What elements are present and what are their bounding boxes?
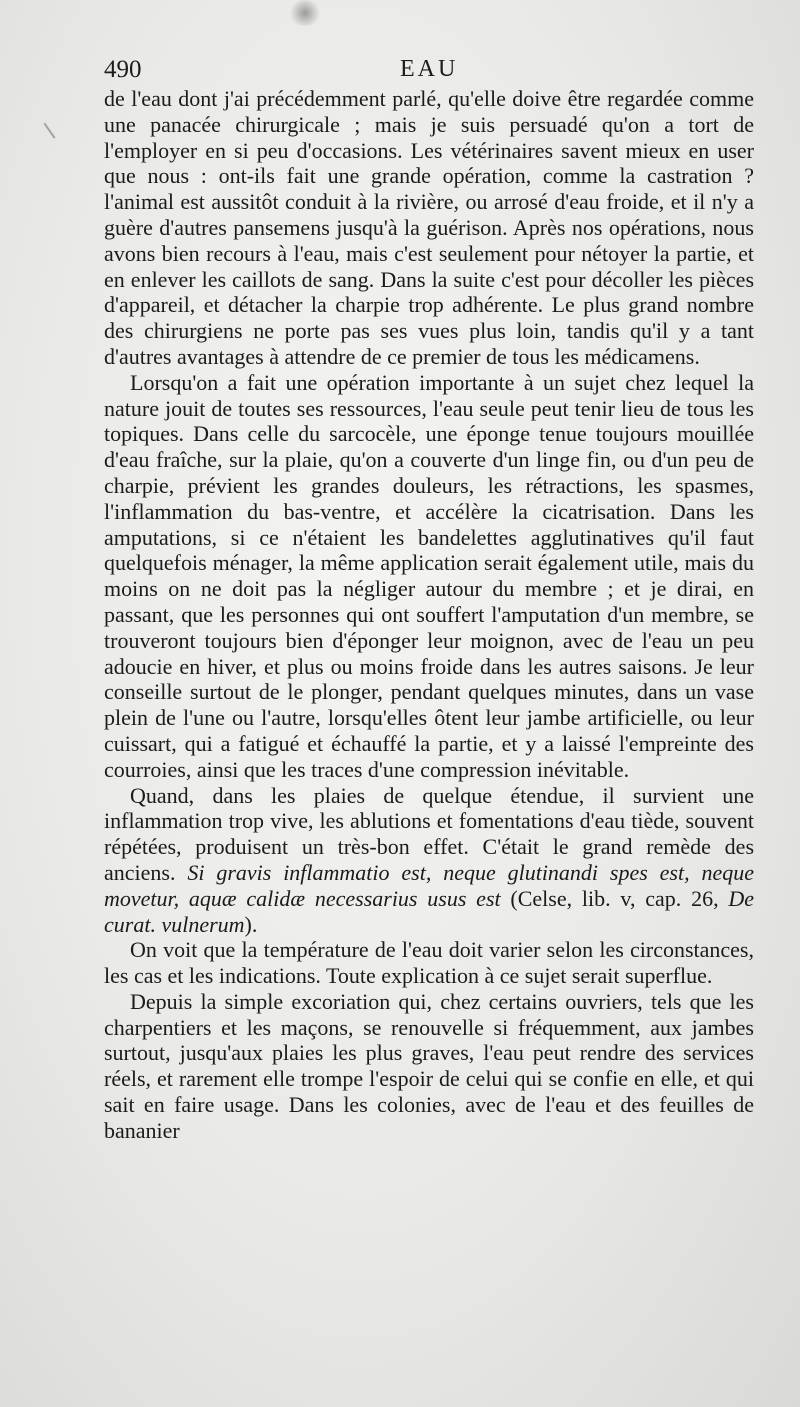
page-number: 490 [104, 56, 142, 83]
paragraph-text: Quand, dans les plaies de quelque étendue, il survient une inflammation trop vive, les ablutions et fomentations d'eau tiède, souvent répétées, produisent un très-bon effet. C'était le grand remède des anciens. [104, 782, 754, 885]
body-text [104, 86, 754, 1144]
latin-quote: Si gravis inflammatio est, neque glutinandi spes est, neque movetur, aquæ calidæ necessarius usus est [104, 859, 754, 911]
citation-text: (Celse, lib. v, cap. 26, [500, 885, 729, 911]
citation-source: De curat. vulnerum [104, 885, 755, 937]
paragraph-continued: de l'eau dont j'ai précédemment parlé, qu'elle doive être regardée comme une panacée chirurgicale ; mais je suis persuadé qu'on a tort de l'employer en si peu d'occasions. Les vétérinaires savent mieux en user que nous : ont-ils fait une grande opération, comme la castration ? l'animal est aussitôt conduit à la rivière, ou arrosé d'eau froide, et il n'y a guère d'autres pansemens jusqu'à la guérison. Après nos opérations, nous avons bien recours à l'eau, mais c'est seulement pour nétoyer la partie, et en enlever les caillots de sang. Dans la suite c'est pour décoller les pièces d'appareil, et détacher la charpie trop adhérente. Le plus grand nombre des chirurgiens ne porte pas ses vues plus loin, tandis qu'il y a tant d'autres avantages à attendre de ce premier de tous les médicamens. [104, 86, 754, 369]
ink-smudge [288, 0, 322, 26]
paragraph-inflammation [104, 783, 754, 938]
paragraph-operation: Lorsqu'on a fait une opération importante à un sujet chez lequel la nature jouit de toutes ses ressources, l'eau seule peut tenir lieu de tous les topiques. Dans celle du sarcocèle, une éponge tenue toujours mouillée d'eau fraîche, sur la plaie, qu'on a couverte d'un linge fin, ou d'un peu de charpie, prévient les grandes douleurs, les rétractions, les spasmes, l'inflammation du bas-ventre, et accélère la cicatrisation. Dans les amputations, si ce n'étaient les bandelettes agglutinatives qu'il faut quelquefois ménager, la même application serait également utile, mais du moins on ne doit pas la négliger autour du membre ; et je dirai, en passant, que les personnes qui ont souffert l'amputation d'un membre, se trouveront toujours bien d'éponger leur moignon, avec de l'eau un peu adoucie en hiver, et plus ou moins froide dans les autres saisons. Je leur conseille surtout de le plonger, pendant quelques minutes, dans un vase plein de l'une ou l'autre, lorsqu'elles ôtent leur jambe artificielle, ou leur cuissart, qui a fatigué et échauffé la partie, et y a laissé l'empreinte des courroies, ainsi que les traces d'une compression inévitable. [104, 369, 754, 782]
running-head: EAU [400, 56, 459, 82]
paragraph-temperature: On voit que la température de l'eau doit varier selon les circonstances, les cas et les indications. Toute explication à ce sujet serait superflue. [104, 937, 754, 989]
citation-close: ). [244, 911, 258, 937]
paragraph-excoriation: Depuis la simple excoriation qui, chez certains ouvriers, tels que les charpentiers et les maçons, se renouvelle si fréquemment, aux jambes surtout, jusqu'aux plaies les plus graves, l'eau peut rendre des services réels, et rarement elle trompe l'espoir de celui qui se confie en elle, et qui sait en faire usage. Dans les colonies, avec de l'eau et des feuilles de bananier [104, 988, 754, 1143]
margin-mark [44, 119, 61, 138]
